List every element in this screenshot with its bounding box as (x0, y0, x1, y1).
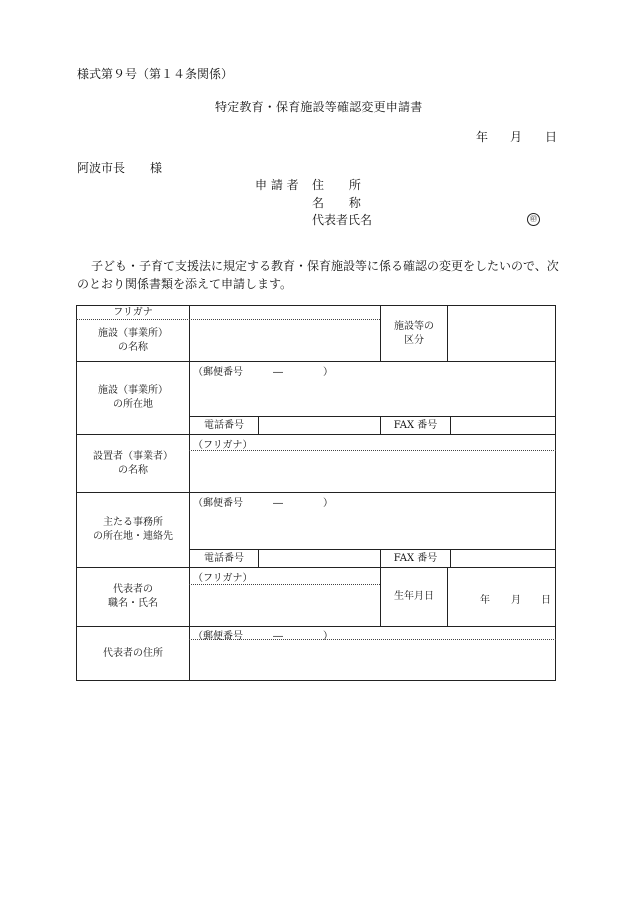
birth-year[interactable]: 年 (480, 595, 490, 606)
birth-divider-right (447, 567, 448, 626)
facility-furigana-field[interactable] (190, 306, 380, 319)
birth-month[interactable]: 月 (511, 595, 521, 606)
facility-name-field[interactable] (190, 320, 380, 361)
date-day[interactable]: 日 (545, 130, 558, 144)
date-year[interactable]: 年 (476, 130, 489, 144)
facility-postal-code[interactable]: （郵便番号 ― ） (193, 367, 333, 378)
main-office-label: 主たる事務所 の所在地・連絡先 (93, 517, 173, 542)
facility-address-label: 施設（事業所） の所在地 (98, 385, 168, 410)
rep-furigana-label: （フリガナ） (193, 573, 253, 584)
furigana-label: フリガナ (113, 306, 153, 318)
birth-day[interactable]: 日 (541, 595, 551, 606)
representative-name-label: 代表者氏名 (312, 213, 373, 227)
facility-phone-label: 電話番号 (204, 419, 244, 431)
form-number: 様式第９号（第１４条関係） (77, 67, 234, 81)
main-office-phone-label: 電話番号 (204, 552, 244, 564)
main-office-fax-label: FAX 番号 (393, 552, 438, 564)
table-border-bottom (76, 680, 556, 681)
rep-address-field[interactable] (190, 640, 555, 680)
addressee-honorific: 様 (150, 161, 163, 175)
rep-name-field[interactable] (190, 585, 380, 626)
seal-icon: ㊞ (527, 213, 540, 226)
rep-postal-code[interactable]: （郵便番号 ― ） (193, 631, 333, 642)
birth-date-label: 生年月日 (394, 591, 434, 602)
main-office-phone-field[interactable] (259, 550, 380, 567)
facility-fax-field[interactable] (451, 417, 555, 434)
founder-name-label: 設置者（事業者） の名称 (93, 450, 173, 476)
body-text-line-1: 子ども・子育て支援法に規定する教育・保育施設等に係る確認の変更をしたいので、次 (91, 259, 559, 273)
main-office-fax-field[interactable] (451, 550, 555, 567)
applicant-name-label: 名 称 (312, 196, 362, 210)
facility-phone-field[interactable] (259, 417, 380, 434)
applicant-address-label: 住 所 (312, 178, 362, 192)
addressee: 阿波市長 (77, 161, 126, 175)
applicant-label: 申 請 者 (255, 178, 299, 192)
page-title: 特定教育・保育施設等確認変更申請書 (215, 100, 423, 114)
date-month[interactable]: 月 (510, 130, 523, 144)
body-text-line-2: のとおり関係書類を添えて申請します。 (77, 277, 293, 291)
founder-name-field[interactable] (190, 451, 555, 492)
main-office-postal-code[interactable]: （郵便番号 ― ） (193, 498, 333, 509)
rep-title-name-label: 代表者の 職名・氏名 (108, 584, 158, 609)
facility-type-label: 施設等の 区分 (394, 320, 434, 346)
facility-name-label: 施設（事業所） の名称 (98, 327, 168, 353)
rep-address-label: 代表者の住所 (103, 647, 163, 659)
founder-furigana-label: （フリガナ） (193, 440, 253, 451)
facility-fax-label: FAX 番号 (393, 419, 438, 431)
facility-type-field[interactable] (448, 306, 555, 361)
